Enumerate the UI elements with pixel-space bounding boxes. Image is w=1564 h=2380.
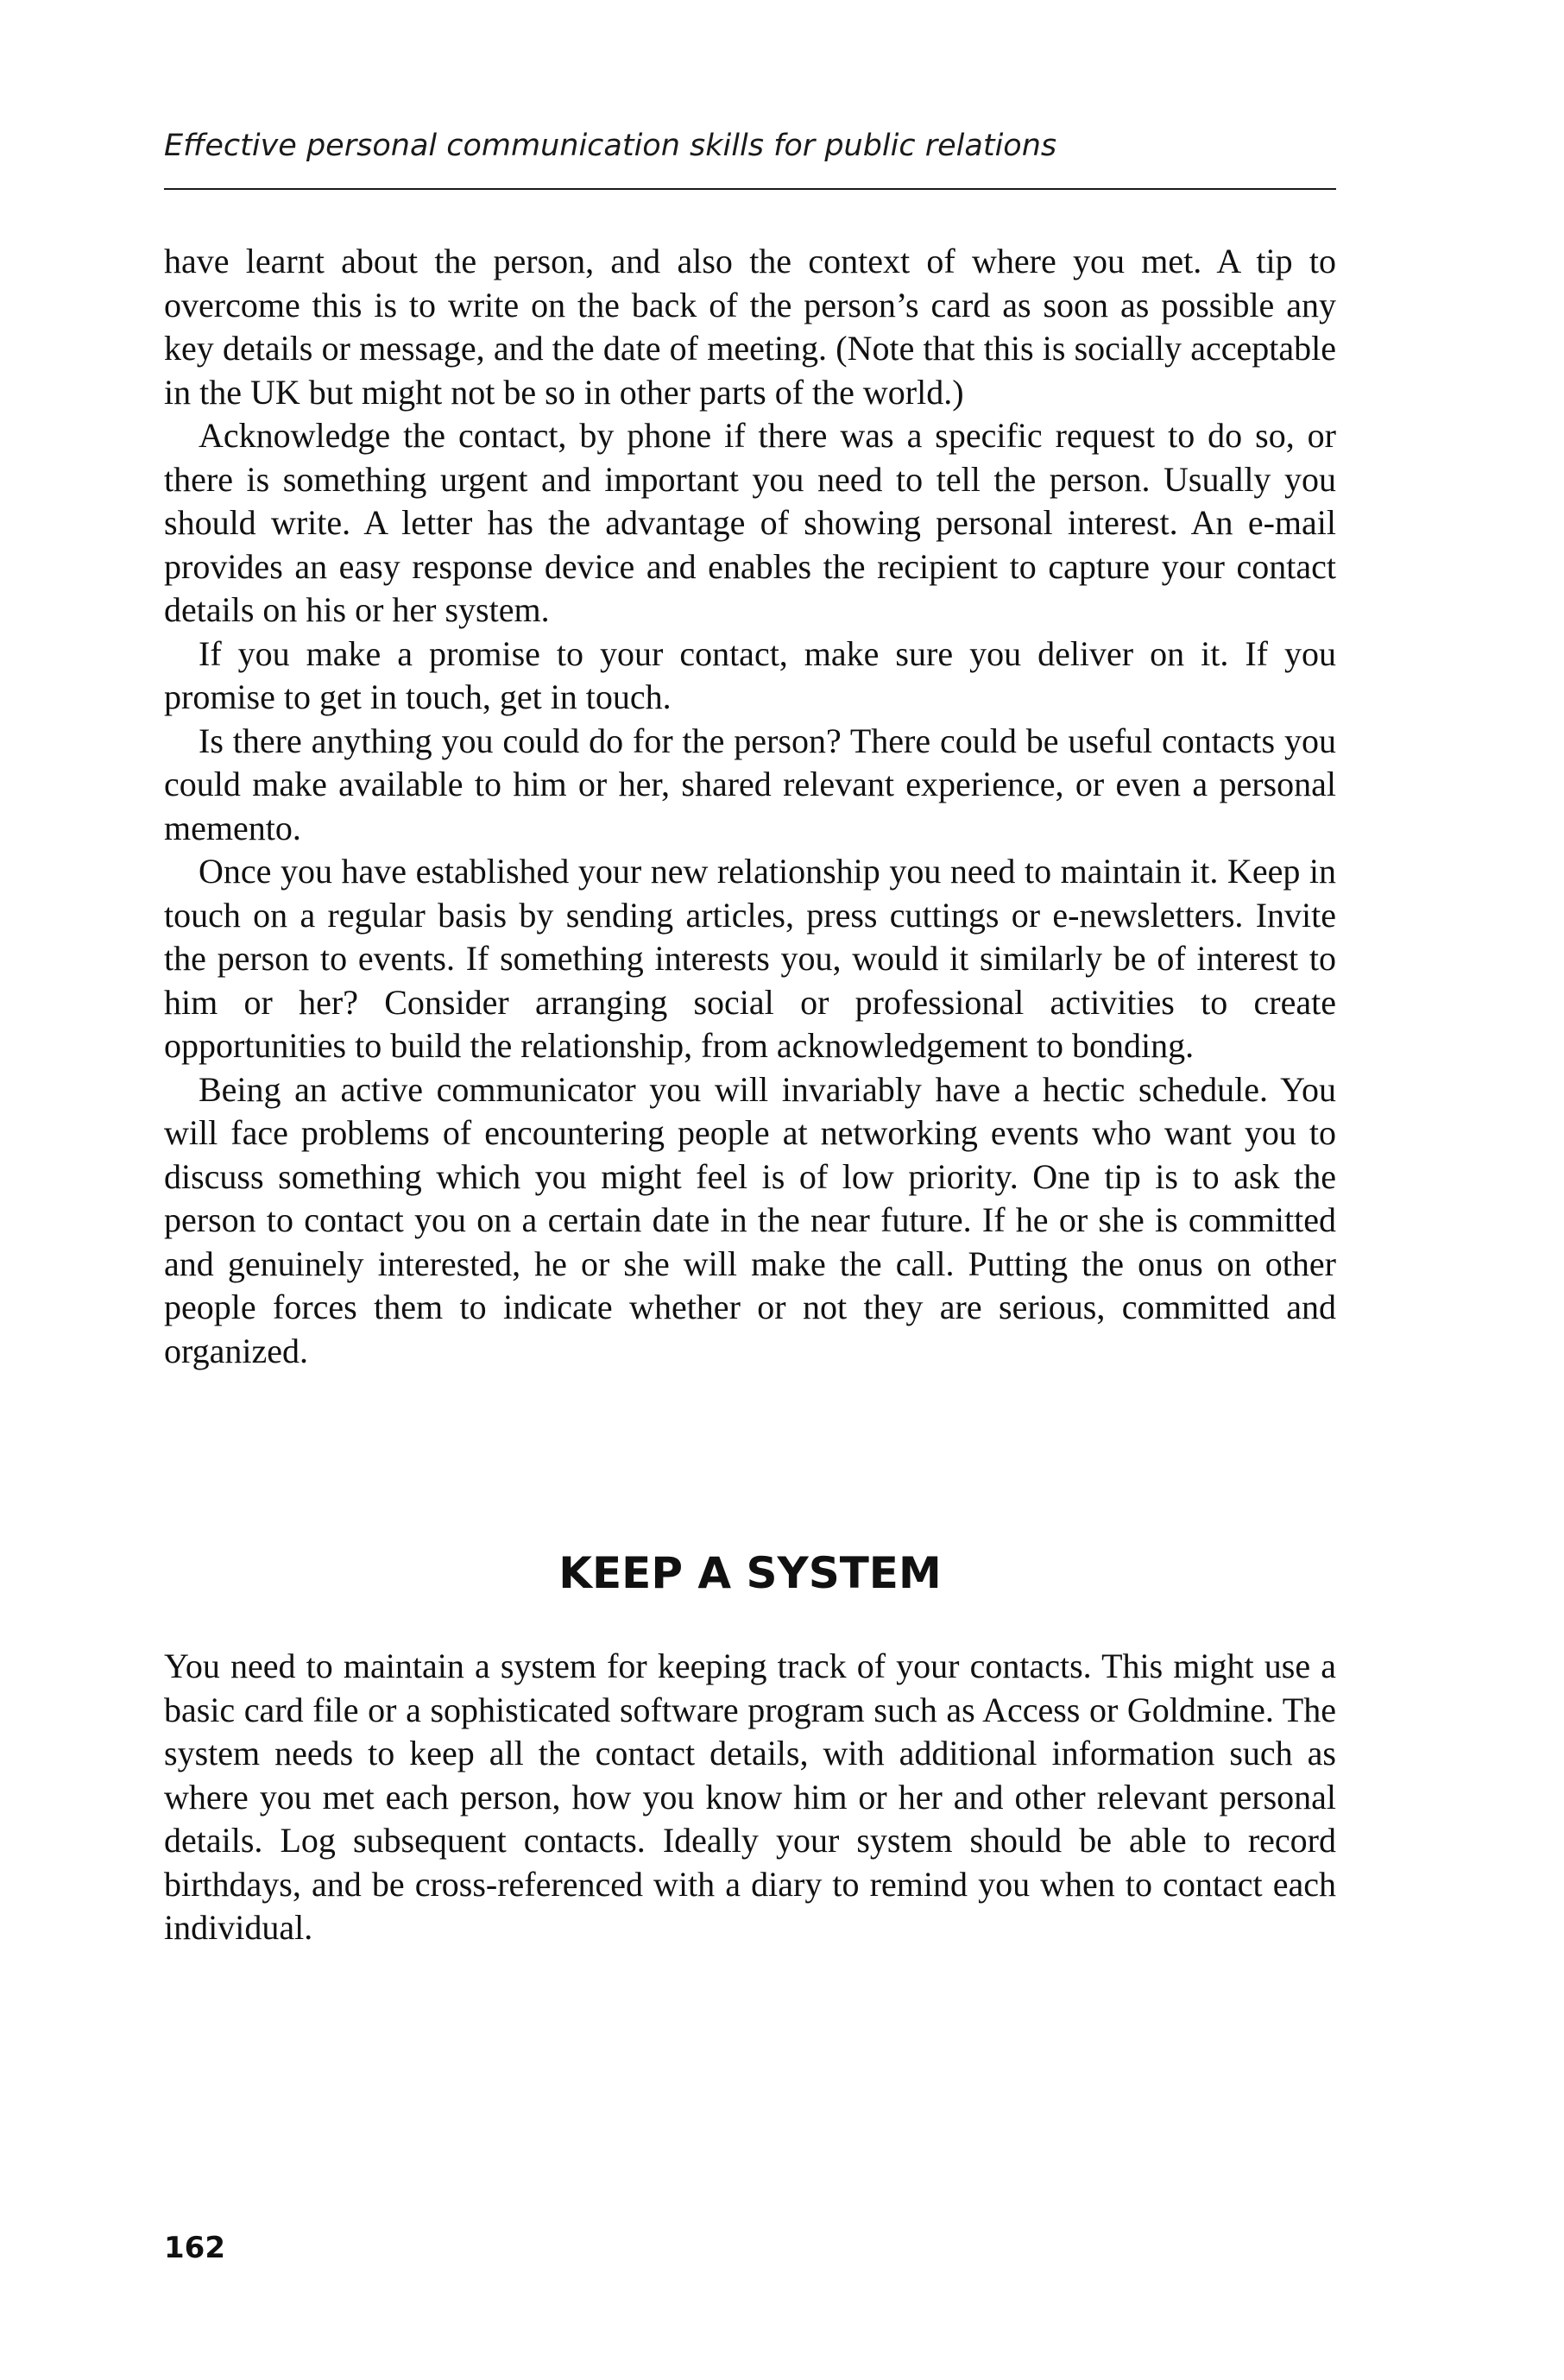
body-paragraph: Acknowledge the contact, by phone if there was a specific request to do so, or there is something urgent and important you need to tell the person. Usually you should write. A letter has the advantage of showing personal interest. An e-mail provides an easy response device and enables the recipient to capture your contact details on his or her system. bbox=[164, 416, 1336, 629]
header-rule bbox=[164, 188, 1336, 190]
body-paragraph: If you make a promise to your contact, make sure you deliver on it. If you promise to get in touch, get in touch. bbox=[164, 633, 1336, 716]
body-paragraph: Being an active communicator you will invariably have a hectic schedule. You will face problems of encountering people at networking events who want you to discuss something which you might feel is of low priority. One tip is to ask the person to contact you on a certain date in the near future. If he or she is committed and genuinely interested, he or she will make the call. Putting the onus on other people forces them to indicate whether or not they are serious, committed and organized. bbox=[164, 1069, 1336, 1370]
page-number: 162 bbox=[164, 2231, 225, 2265]
section-heading: KEEP A SYSTEM bbox=[558, 1548, 942, 1598]
body-paragraph: Is there anything you could do for the person? There could be useful contacts you could make available to him or her, shared relevant experience, or even a personal memento. bbox=[164, 721, 1336, 847]
body-text bbox=[164, 240, 1336, 1373]
section-paragraph: You need to maintain a system for keeping track of your contacts. This might use a basic card file or a sophisticated software program such as Access or Goldmine. The system needs to keep all the contact details, with additional information such as where you met each person, how you know him or her and other relevant personal details. Log subsequent contacts. Ideally your system should be able to record birthdays, and be cross-referenced with a diary to remind you when to contact each individual. bbox=[164, 1646, 1336, 1947]
body-paragraph: have learnt about the person, and also the context of where you met. A tip to overcome this is to write on the back of the person’s card as soon as possible any key details or message, and the date of meeting. (Note that this is socially acceptable in the UK but might not be so in other parts of the world.) bbox=[164, 242, 1336, 412]
body-paragraph: Once you have established your new relationship you need to maintain it. Keep in touch on a regular basis by sending articles, press cuttings or e-newsletters. Invite the person to events. If something interests you, would it similarly be of interest to him or her? Consider arranging social or professional activities to create opportunities to build the relationship, from acknowledgement to bonding. bbox=[164, 852, 1336, 1065]
section-text bbox=[164, 1645, 1336, 1950]
running-head: Effective personal communication skills for public relations bbox=[164, 129, 1057, 163]
